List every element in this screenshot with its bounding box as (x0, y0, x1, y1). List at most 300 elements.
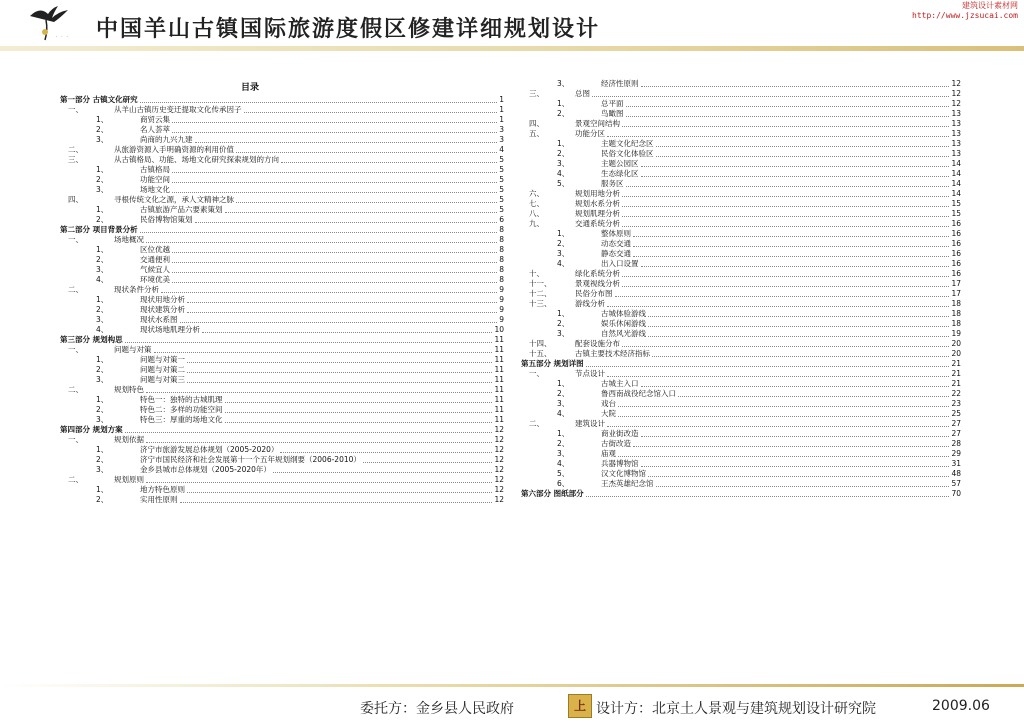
toc-leader-dots (592, 95, 949, 97)
toc-entry-number: 1、 (557, 379, 570, 388)
toc-entry-text: 功能空间 (140, 175, 170, 184)
toc-entry-text: 规划水系分析 (575, 199, 620, 208)
toc-entry[interactable] (60, 235, 504, 245)
toc-entry[interactable] (60, 425, 504, 435)
toc-entry[interactable] (60, 155, 504, 165)
toc-entry-text: 民俗博物馆策划 (140, 215, 193, 224)
toc-entry-text: 规划原则 (114, 475, 144, 484)
toc-entry-text: 民俗文化体验区 (601, 149, 654, 158)
toc-entry-text: 建筑设计 (575, 419, 605, 428)
toc-entry-page: 27 (951, 419, 961, 428)
toc-entry[interactable] (521, 169, 961, 179)
toc-entry-text: 商业街改造 (601, 429, 639, 438)
toc-entry[interactable] (60, 375, 504, 385)
toc-entry[interactable] (521, 199, 961, 209)
toc-entry-number: 1、 (557, 309, 570, 318)
toc-entry[interactable] (60, 325, 504, 335)
toc-leader-dots (618, 455, 949, 457)
toc-entry-text: 主题公园区 (601, 159, 639, 168)
toc-leader-dots (225, 411, 493, 413)
toc-entry-number: 1、 (96, 165, 109, 174)
toc-entry-text: 特色一：独特的古城肌理 (140, 395, 223, 404)
toc-leader-dots (626, 185, 950, 187)
toc-entry[interactable] (521, 319, 961, 329)
toc-leader-dots (648, 315, 949, 317)
toc-entry-number: 1、 (96, 295, 109, 304)
toc-entry-number: 1、 (96, 445, 109, 454)
toc-entry-page: 12 (494, 435, 504, 444)
toc-entry[interactable] (521, 279, 961, 289)
toc-entry-page: 16 (951, 219, 961, 228)
toc-entry-page: 11 (494, 335, 504, 344)
toc-entry-page: 14 (951, 159, 961, 168)
toc-entry-text: 兵器博物馆 (601, 459, 639, 468)
toc-entry[interactable] (521, 109, 961, 119)
toc-entry[interactable] (60, 405, 504, 415)
toc-entry-page: 17 (951, 279, 961, 288)
toc-entry-page: 9 (499, 315, 504, 324)
toc-entry-text: 第三部分 规划构思 (60, 335, 123, 344)
toc-entry[interactable] (521, 479, 961, 489)
toc-entry[interactable] (521, 189, 961, 199)
toc-entry-number: 十二、 (529, 289, 552, 298)
toc-leader-dots (622, 225, 949, 227)
toc-entry[interactable] (60, 205, 504, 215)
toc-entry-number: 1、 (557, 229, 570, 238)
toc-entry-text: 鸟瞰图 (601, 109, 624, 118)
toc-entry-number: 三、 (529, 89, 544, 98)
toc-entry-text: 场地概况 (114, 235, 144, 244)
footer (0, 684, 1024, 724)
designer-label: 设计方：北京土人景观与建筑规划设计研究院 (596, 701, 876, 717)
toc-entry-page: 48 (951, 469, 961, 478)
toc-entry-text: 现状场地肌理分析 (140, 325, 200, 334)
site-url[interactable]: http://www.jzsucai.com (912, 11, 1018, 20)
toc-entry[interactable] (60, 315, 504, 325)
toc-entry[interactable] (60, 215, 504, 225)
toc-entry-page: 5 (499, 195, 504, 204)
toc-entry-number: 5、 (557, 179, 570, 188)
toc-entry[interactable] (521, 129, 961, 139)
toc-entry-text: 节点设计 (575, 369, 605, 378)
toc-entry-page: 1 (499, 95, 504, 104)
toc-entry[interactable] (521, 369, 961, 379)
toc-entry[interactable] (521, 299, 961, 309)
toc-entry-number: 5、 (557, 469, 570, 478)
toc-entry-page: 11 (494, 395, 504, 404)
toc-entry-page: 23 (951, 399, 961, 408)
toc-entry[interactable] (521, 259, 961, 269)
toc-entry-page: 11 (494, 365, 504, 374)
toc-entry-number: 2、 (96, 455, 109, 464)
toc-entry-number: 3、 (96, 465, 109, 474)
toc-entry-page: 13 (951, 139, 961, 148)
toc-title: 目录 (240, 83, 259, 93)
toc-leader-dots (648, 475, 949, 477)
toc-leader-dots (236, 151, 497, 153)
toc-entry-page: 11 (494, 385, 504, 394)
toc-entry-page: 29 (951, 449, 961, 458)
toc-entry[interactable] (521, 409, 961, 419)
toc-leader-dots (172, 131, 497, 133)
toc-entry-page: 15 (951, 199, 961, 208)
toc-entry-number: 3、 (96, 315, 109, 324)
toc-entry-text: 实用性原则 (140, 495, 178, 504)
toc-entry-number: 一、 (68, 235, 83, 244)
toc-entry[interactable] (521, 439, 961, 449)
toc-entry-text: 总平面 (601, 99, 624, 108)
toc-leader-dots (172, 261, 497, 263)
toc-leader-dots (622, 215, 949, 217)
toc-entry-text: 规划依据 (114, 435, 144, 444)
toc-entry-text: 规划用地分析 (575, 189, 620, 198)
header (0, 0, 1024, 46)
toc-entry-page: 8 (499, 235, 504, 244)
toc-entry-number: 一、 (68, 105, 83, 114)
toc-entry-text: 古城体验游线 (601, 309, 646, 318)
toc-entry-page: 10 (494, 325, 504, 334)
toc-entry[interactable] (521, 149, 961, 159)
toc-leader-dots (187, 371, 492, 373)
toc-entry[interactable] (60, 255, 504, 265)
toc-leader-dots (641, 435, 950, 437)
site-name[interactable]: 建筑设计素材网 (962, 1, 1018, 10)
toc-entry-page: 5 (499, 155, 504, 164)
toc-entry-number: 4、 (96, 275, 109, 284)
client-label: 委托方：金乡县人民政府 (360, 701, 514, 717)
toc-entry[interactable] (60, 105, 504, 115)
toc-entry-text: 现状用地分析 (140, 295, 185, 304)
toc-entry-page: 14 (951, 189, 961, 198)
toc-leader-dots (648, 325, 949, 327)
toc-leader-dots (146, 441, 492, 443)
toc-entry-number: 3、 (96, 265, 109, 274)
toc-entry[interactable] (521, 429, 961, 439)
toc-entry-page: 27 (951, 429, 961, 438)
toc-left-column (60, 95, 504, 505)
toc-right-column (521, 79, 961, 499)
toc-entry[interactable] (60, 435, 504, 445)
toc-entry[interactable] (521, 459, 961, 469)
toc-entry-page: 9 (499, 285, 504, 294)
toc-leader-dots (236, 201, 497, 203)
toc-entry-page: 20 (951, 339, 961, 348)
toc-entry[interactable] (60, 475, 504, 485)
toc-leader-dots (146, 391, 492, 393)
toc-leader-dots (622, 285, 949, 287)
toc-leader-dots (641, 385, 950, 387)
toc-entry[interactable] (60, 335, 504, 345)
toc-leader-dots (187, 301, 497, 303)
toc-leader-dots (641, 165, 950, 167)
toc-entry-number: 3、 (557, 449, 570, 458)
toc-entry-number: 2、 (96, 125, 109, 134)
toc-entry[interactable] (521, 379, 961, 389)
toc-leader-dots (273, 471, 493, 473)
toc-entry[interactable] (60, 465, 504, 475)
toc-entry[interactable] (521, 139, 961, 149)
toc-entry-page: 16 (951, 269, 961, 278)
toc-entry[interactable] (60, 185, 504, 195)
toc-entry-number: 2、 (96, 365, 109, 374)
toc-entry-text: 济宁市旅游发展总体规划（2005-2020） (140, 445, 279, 454)
toc-entry-page: 11 (494, 345, 504, 354)
toc-entry-number: 4、 (557, 169, 570, 178)
toc-entry-page: 13 (951, 149, 961, 158)
toc-leader-dots (172, 281, 497, 283)
toc-entry-text: 主题文化纪念区 (601, 139, 654, 148)
toc-entry-number: 二、 (68, 145, 83, 154)
toc-entry-page: 18 (951, 299, 961, 308)
toc-entry[interactable] (521, 339, 961, 349)
toc-leader-dots (622, 205, 949, 207)
toc-entry[interactable] (60, 345, 504, 355)
toc-entry[interactable] (521, 229, 961, 239)
toc-entry[interactable] (521, 469, 961, 479)
toc-entry-page: 14 (951, 179, 961, 188)
footer-divider (0, 684, 1024, 687)
toc-entry[interactable] (60, 175, 504, 185)
toc-leader-dots (146, 481, 492, 483)
toc-entry-page: 13 (951, 109, 961, 118)
toc-entry-number: 2、 (557, 149, 570, 158)
toc-entry-page: 8 (499, 245, 504, 254)
toc-entry-page: 1 (499, 115, 504, 124)
toc-entry-page: 11 (494, 355, 504, 364)
logo-caption: · · · (56, 34, 69, 40)
toc-entry-text: 庙观 (601, 449, 616, 458)
toc-entry-number: 1、 (96, 245, 109, 254)
toc-entry-page: 9 (499, 295, 504, 304)
toc-entry-number: 2、 (557, 439, 570, 448)
toc-entry[interactable] (521, 419, 961, 429)
toc-entry-number: 2、 (557, 319, 570, 328)
toc-entry-text: 金乡县城市总体规划（2005-2020年） (140, 465, 271, 474)
toc-entry-text: 服务区 (601, 179, 624, 188)
toc-leader-dots (607, 305, 949, 307)
toc-entry-number: 二、 (68, 475, 83, 484)
toc-entry[interactable] (521, 179, 961, 189)
toc-entry-number: 3、 (96, 375, 109, 384)
toc-entry[interactable] (60, 125, 504, 135)
toc-entry-page: 12 (951, 79, 961, 88)
toc-entry-number: 一、 (68, 435, 83, 444)
toc-entry-text: 第五部分 规划详图 (521, 359, 584, 368)
toc-entry-number: 1、 (96, 485, 109, 494)
turenscape-logo-icon: 上 (568, 694, 592, 718)
toc-leader-dots (622, 195, 949, 197)
toc-entry-number: 2、 (96, 175, 109, 184)
toc-entry-number: 一、 (529, 369, 544, 378)
toc-entry[interactable] (521, 239, 961, 249)
toc-entry-page: 6 (499, 215, 504, 224)
toc-leader-dots (641, 465, 950, 467)
toc-entry-number: 三、 (68, 155, 83, 164)
toc-entry-number: 4、 (557, 409, 570, 418)
toc-entry-number: 3、 (557, 79, 570, 88)
toc-entry-text: 第二部分 项目背景分析 (60, 225, 138, 234)
toc-leader-dots (125, 431, 493, 433)
toc-entry-number: 七、 (529, 199, 544, 208)
page-title: 中国羊山古镇国际旅游度假区修建详细规划设计 (96, 16, 601, 42)
toc-entry-text: 配套设施分布 (575, 339, 620, 348)
toc-entry-page: 12 (494, 475, 504, 484)
toc-entry-page: 21 (951, 379, 961, 388)
toc-entry[interactable] (60, 195, 504, 205)
toc-entry[interactable] (60, 295, 504, 305)
toc-entry-number: 八、 (529, 209, 544, 218)
toc-entry[interactable] (60, 165, 504, 175)
toc-entry-page: 8 (499, 255, 504, 264)
toc-entry[interactable] (521, 449, 961, 459)
toc-leader-dots (140, 231, 498, 233)
toc-entry[interactable] (521, 289, 961, 299)
toc-entry[interactable] (521, 309, 961, 319)
toc-entry-text: 功能分区 (575, 129, 605, 138)
toc-entry-text: 交通便利 (140, 255, 170, 264)
toc-entry[interactable] (521, 209, 961, 219)
toc-leader-dots (172, 121, 497, 123)
toc-entry-page: 16 (951, 249, 961, 258)
toc-entry-number: 2、 (96, 495, 109, 504)
toc-entry-page: 14 (951, 169, 961, 178)
toc-leader-dots (626, 105, 950, 107)
toc-entry-text: 现状建筑分析 (140, 305, 185, 314)
toc-entry-number: 十四、 (529, 339, 552, 348)
toc-entry-number: 3、 (96, 415, 109, 424)
crane-logo-icon (24, 2, 86, 42)
toc-entry-text: 从旅游资源入手明确资源的利用价值 (114, 145, 234, 154)
toc-entry[interactable] (60, 285, 504, 295)
toc-entry[interactable] (60, 265, 504, 275)
toc-entry-text: 济宁市国民经济和社会发展第十一个五年规划纲要（2006-2010） (140, 455, 361, 464)
toc-entry-page: 11 (494, 405, 504, 414)
toc-entry-number: 3、 (96, 185, 109, 194)
toc-entry-page: 5 (499, 165, 504, 174)
toc-leader-dots (154, 351, 493, 353)
toc-entry-text: 尚商的九兴九建 (140, 135, 193, 144)
toc-leader-dots (622, 125, 949, 127)
toc-entry-text: 动态交通 (601, 239, 631, 248)
toc-entry-number: 2、 (96, 255, 109, 264)
toc-entry-number: 1、 (96, 395, 109, 404)
toc-leader-dots (656, 155, 950, 157)
toc-entry-page: 17 (951, 289, 961, 298)
toc-entry-number: 二、 (68, 285, 83, 294)
toc-entry[interactable] (60, 275, 504, 285)
toc-entry-number: 1、 (557, 99, 570, 108)
toc-entry[interactable] (60, 495, 504, 505)
toc-leader-dots (225, 401, 493, 403)
toc-entry[interactable] (60, 445, 504, 455)
toc-entry-page: 12 (494, 465, 504, 474)
toc-leader-dots (678, 395, 949, 397)
toc-entry[interactable] (521, 119, 961, 129)
toc-leader-dots (641, 265, 950, 267)
toc-entry-number: 四、 (529, 119, 544, 128)
toc-entry-text: 交通系统分析 (575, 219, 620, 228)
toc-entry-number: 4、 (557, 259, 570, 268)
toc-entry-text: 整体原则 (601, 229, 631, 238)
toc-entry[interactable] (60, 225, 504, 235)
toc-entry-text: 景观空间结构 (575, 119, 620, 128)
toc-entry[interactable] (521, 79, 961, 89)
toc-entry[interactable] (521, 269, 961, 279)
toc-entry[interactable] (60, 135, 504, 145)
toc-entry-text: 经济性原则 (601, 79, 639, 88)
toc-entry[interactable] (60, 355, 504, 365)
toc-entry-text: 规划特色 (114, 385, 144, 394)
toc-leader-dots (140, 101, 498, 103)
toc-entry[interactable] (60, 415, 504, 425)
toc-entry-page: 3 (499, 125, 504, 134)
toc-entry-text: 问题与对策二 (140, 365, 185, 374)
toc-entry[interactable] (60, 95, 504, 105)
toc-entry-text: 生态绿化区 (601, 169, 639, 178)
toc-entry[interactable] (521, 349, 961, 359)
toc-entry-page: 57 (951, 479, 961, 488)
toc-entry[interactable] (521, 89, 961, 99)
toc-entry[interactable] (521, 219, 961, 229)
toc-entry[interactable] (60, 245, 504, 255)
toc-entry-text: 自然风光游线 (601, 329, 646, 338)
toc-entry-page: 18 (951, 319, 961, 328)
toc-entry[interactable] (60, 485, 504, 495)
toc-entry[interactable] (60, 395, 504, 405)
toc-entry[interactable] (521, 489, 961, 499)
toc-entry-number: 1、 (96, 115, 109, 124)
toc-entry[interactable] (60, 385, 504, 395)
toc-entry[interactable] (521, 359, 961, 369)
toc-entry-page: 13 (951, 119, 961, 128)
toc-entry[interactable] (521, 389, 961, 399)
toc-entry[interactable] (521, 329, 961, 339)
toc-leader-dots (656, 145, 950, 147)
toc-entry[interactable] (60, 365, 504, 375)
toc-leader-dots (125, 341, 493, 343)
toc-entry-text: 景观视线分析 (575, 279, 620, 288)
toc-entry-page: 3 (499, 135, 504, 144)
toc-entry-text: 古镇主要技术经济指标 (575, 349, 650, 358)
toc-entry[interactable] (521, 99, 961, 109)
toc-entry-number: 十一、 (529, 279, 552, 288)
toc-entry[interactable] (521, 399, 961, 409)
toc-entry-text: 问题与对策 (114, 345, 152, 354)
toc-leader-dots (180, 501, 493, 503)
toc-entry-number: 2、 (557, 109, 570, 118)
toc-entry-page: 21 (951, 359, 961, 368)
toc-entry[interactable] (60, 115, 504, 125)
toc-entry-text: 地方特色原则 (140, 485, 185, 494)
toc-entry-text: 鲁西南战役纪念馆入口 (601, 389, 676, 398)
toc-entry[interactable] (521, 249, 961, 259)
toc-entry[interactable] (60, 455, 504, 465)
toc-entry-number: 十三、 (529, 299, 552, 308)
toc-entry-number: 3、 (557, 159, 570, 168)
toc-leader-dots (607, 135, 949, 137)
toc-leader-dots (172, 271, 497, 273)
toc-entry-page: 5 (499, 175, 504, 184)
toc-entry[interactable] (521, 159, 961, 169)
toc-entry[interactable] (60, 305, 504, 315)
toc-entry-page: 25 (951, 409, 961, 418)
toc-leader-dots (641, 175, 950, 177)
toc-entry[interactable] (60, 145, 504, 155)
toc-leader-dots (161, 291, 497, 293)
toc-entry-page: 5 (499, 205, 504, 214)
toc-leader-dots (225, 211, 498, 213)
toc-entry-text: 古镇格局 (140, 165, 170, 174)
